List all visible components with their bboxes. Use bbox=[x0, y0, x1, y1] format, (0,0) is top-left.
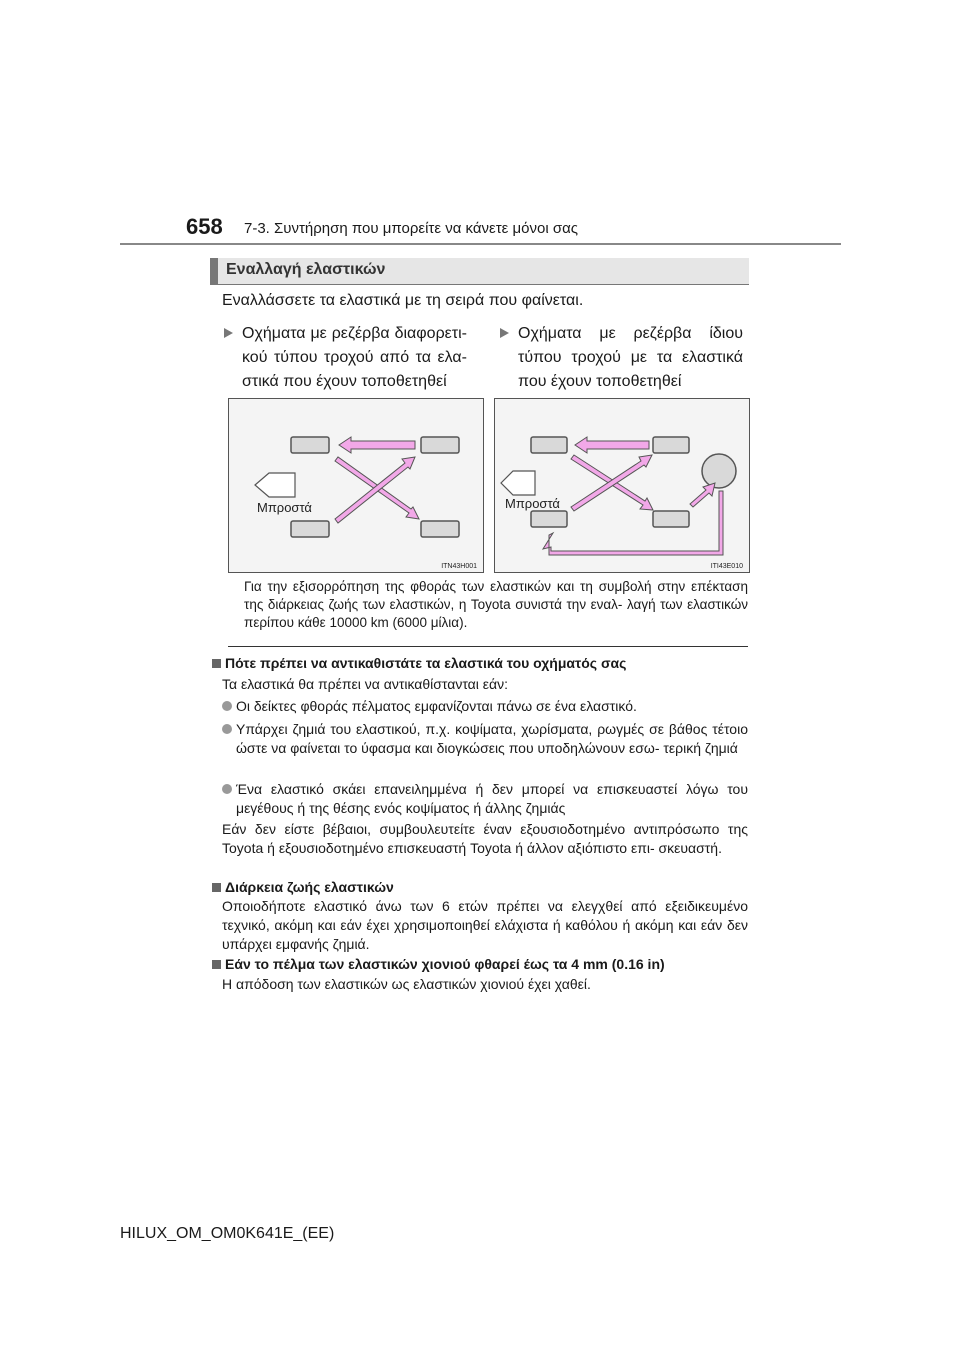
heading-life bbox=[212, 878, 394, 897]
arrow-to-front-left bbox=[575, 437, 649, 453]
round-bullet-icon bbox=[222, 701, 232, 711]
round-bullet-icon bbox=[222, 784, 232, 794]
header-rule bbox=[120, 243, 841, 245]
heading-snow-text: Εάν το πέλμα των ελαστικών χιονιού φθαρεί έως τα 4 mm (0.16 in) bbox=[225, 956, 665, 972]
section-intro: Εναλλάσσετε τα ελαστικά με τη σειρά που φαίνεται. bbox=[222, 292, 584, 309]
square-bullet-icon bbox=[212, 883, 221, 892]
column-left-heading bbox=[222, 322, 467, 394]
heading-replace-text: Πότε πρέπει να αντικαθιστάτε τα ελαστικά του οχήματός σας bbox=[225, 655, 627, 671]
figure-caption: Για την εξισορρόπηση της φθοράς των ελαστικών και τη συμβολή στην επέκταση της διάρκειας ζωής των ελαστικών, η Toyota συνιστά την εναλ- λαγή των ελαστικών περίπου κάθε 10000 km (6000 μίλια). bbox=[244, 579, 748, 630]
triangle-bullet-icon bbox=[500, 328, 509, 338]
heading-snow bbox=[212, 955, 665, 974]
tire-front-right bbox=[653, 437, 689, 453]
figure-code: ITN43H001 bbox=[441, 563, 477, 570]
page-number: 658 bbox=[186, 214, 223, 239]
rotation-diagram-same-spare bbox=[494, 398, 750, 573]
rotation-diagram-different-spare bbox=[228, 398, 484, 573]
figure-code: ITI43E010 bbox=[710, 563, 743, 570]
replace-bullet-2 bbox=[222, 720, 748, 758]
bullet-text: Ένα ελαστικό σκάει επανειλημμένα ή δεν μπορεί να επισκευαστεί λόγω του μεγέθους ή της θέσης ενός κοψίματος ή άλλης ζημιάς bbox=[236, 781, 748, 816]
front-label: Μπροστά bbox=[505, 496, 560, 511]
heading-replace bbox=[212, 654, 626, 673]
triangle-bullet-icon bbox=[224, 328, 233, 338]
bullet-text: Υπάρχει ζημιά του ελαστικού, π.χ. κοψίματα, χωρίσματα, ρωγμές σε βάθος τέτοιο ώστε να φαίνεται το ύφασμα και διογκώσεις που υποδηλώνουν εσω- τερική ζημιά bbox=[236, 721, 748, 756]
bullet-text: Οι δείκτες φθοράς πέλματος εμφανίζονται πάνω σε ένα ελαστικό. bbox=[236, 698, 637, 714]
replace-note: Εάν δεν είστε βέβαιοι, συμβουλευτείτε έναν εξουσιοδοτημένο αντιπρόσωπο της Toyota ή εξουσιοδοτημένο επισκευαστή Toyota ή άλλον αξιόπιστο επι- σκευαστή. bbox=[222, 821, 748, 856]
separator-rule bbox=[228, 646, 748, 647]
tire-rear-right bbox=[421, 521, 459, 537]
front-arrow-icon bbox=[501, 471, 535, 495]
tire-front-left bbox=[531, 437, 567, 453]
footer-code: HILUX_OM_OM0K641E_(EE) bbox=[120, 1225, 335, 1242]
replace-lead: Τα ελαστικά θα πρέπει να αντικαθίστανται εάν: bbox=[222, 676, 509, 692]
square-bullet-icon bbox=[212, 960, 221, 969]
column-left-text: Οχήματα με ρεζέρβα διαφορετι- κού τύπου τροχού από τα ελα- στικά που έχουν τοποθετηθεί bbox=[242, 325, 467, 390]
chapter-title: 7-3. Συντήρηση που μπορείτε να κάνετε μόνοι σας bbox=[244, 220, 578, 237]
life-text: Οποιοδήποτε ελαστικό άνω των 6 ετών πρέπει να ελεγχθεί από εξειδικευμένο τεχνικό, ακόμη και εάν έχει χρησιμοποιηθεί ελάχιστα ή καθόλου ή ακόμη και εάν δεν υπάρχει εμφανής ζημιά. bbox=[222, 898, 748, 952]
section-bar bbox=[210, 258, 749, 285]
spare-tire bbox=[702, 454, 736, 488]
rotation-diagram-svg bbox=[229, 399, 485, 574]
round-bullet-icon bbox=[222, 724, 232, 734]
rotation-diagram-svg bbox=[495, 399, 751, 574]
heading-life-text: Διάρκεια ζωής ελαστικών bbox=[225, 879, 394, 895]
replace-bullet-1 bbox=[222, 697, 748, 716]
section-title: Εναλλαγή ελαστικών bbox=[226, 261, 386, 278]
front-label: Μπροστά bbox=[257, 500, 312, 515]
arrow-to-front-left bbox=[339, 437, 415, 453]
tire-rear-left bbox=[291, 521, 329, 537]
tire-rear-right bbox=[653, 511, 689, 527]
front-arrow-icon bbox=[255, 473, 295, 497]
column-right-text: Οχήματα με ρεζέρβα ίδιου τύπου τροχού με τα ελαστικά που έχουν τοποθετηθεί bbox=[518, 325, 743, 390]
tire-front-left bbox=[291, 437, 329, 453]
arrow-to-spare bbox=[690, 483, 715, 507]
column-right-heading bbox=[498, 322, 743, 394]
square-bullet-icon bbox=[212, 659, 221, 668]
replace-bullet-3 bbox=[222, 780, 748, 818]
snow-text: Η απόδοση των ελαστικών ως ελαστικών χιονιού έχει χαθεί. bbox=[222, 976, 591, 992]
tire-rear-left bbox=[531, 511, 567, 527]
section-bar-tab bbox=[210, 258, 218, 284]
tire-front-right bbox=[421, 437, 459, 453]
